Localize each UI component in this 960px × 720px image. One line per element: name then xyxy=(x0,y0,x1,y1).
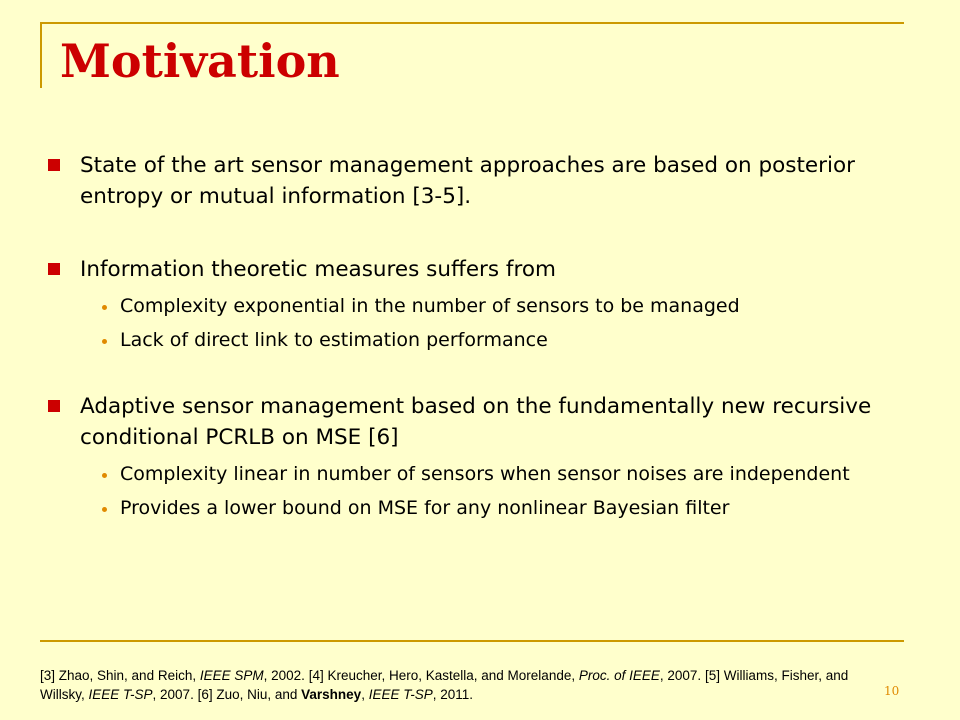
top-rule xyxy=(40,22,904,24)
page-number: 10 xyxy=(884,684,900,698)
bullet-text: State of the art sensor management approaches are based on posterior entropy or mutual information [3-5]. xyxy=(80,153,855,209)
slide-title: Motivation xyxy=(60,34,340,88)
sub-bullet-item xyxy=(46,495,926,521)
square-bullet-icon xyxy=(48,159,60,171)
footer-rule xyxy=(40,640,904,642)
ref-6-authors: [6] Zuo, Niu, and xyxy=(197,687,302,702)
dot-bullet-icon xyxy=(102,339,107,344)
dot-bullet-icon xyxy=(102,473,107,478)
sub-bullet-text: Provides a lower bound on MSE for any nonlinear Bayesian filter xyxy=(120,497,730,519)
bullet-item xyxy=(46,391,926,453)
ref-6-journal: IEEE T-SP xyxy=(368,687,433,702)
ref-5-year: , 2007. xyxy=(152,687,198,702)
sub-bullet-item xyxy=(46,461,926,487)
bullet-text: Information theoretic measures suffers from xyxy=(80,257,556,282)
ref-6-year: , 2011. xyxy=(432,687,474,702)
bullet-item xyxy=(46,254,926,285)
ref-5-journal: IEEE T-SP xyxy=(88,687,153,702)
ref-4-journal: Proc. of IEEE xyxy=(578,668,660,683)
dot-bullet-icon xyxy=(102,507,107,512)
sub-bullet-item xyxy=(46,293,926,319)
references xyxy=(40,666,870,704)
dot-bullet-icon xyxy=(102,305,107,310)
slide-body xyxy=(46,150,926,521)
ref-4-authors: [4] Kreucher, Hero, Kastella, and Morelande, xyxy=(308,668,579,683)
bullet-item xyxy=(46,150,926,212)
ref-6-author-bold: Varshney xyxy=(301,687,362,702)
ref-4-year: , 2007. xyxy=(659,668,705,683)
ref-5-authors: [5] Williams, Fisher, and Willsky, xyxy=(40,668,849,702)
sub-bullet-text: Complexity linear in number of sensors when sensor noises are independent xyxy=(120,463,850,485)
ref-3-journal: IEEE SPM xyxy=(199,668,264,683)
ref-3-authors: [3] Zhao, Shin, and Reich, xyxy=(40,668,200,683)
sub-bullet-text: Lack of direct link to estimation performance xyxy=(120,329,548,351)
bullet-text: Adaptive sensor management based on the fundamentally new recursive conditional PCRLB on MSE [6] xyxy=(80,394,872,450)
square-bullet-icon xyxy=(48,263,60,275)
ref-3-year: , 2002. xyxy=(263,668,309,683)
square-bullet-icon xyxy=(48,400,60,412)
ref-6-sep: , xyxy=(361,687,369,702)
left-rule xyxy=(40,22,42,88)
sub-bullet-item xyxy=(46,327,926,353)
sub-bullet-text: Complexity exponential in the number of sensors to be managed xyxy=(120,295,740,317)
